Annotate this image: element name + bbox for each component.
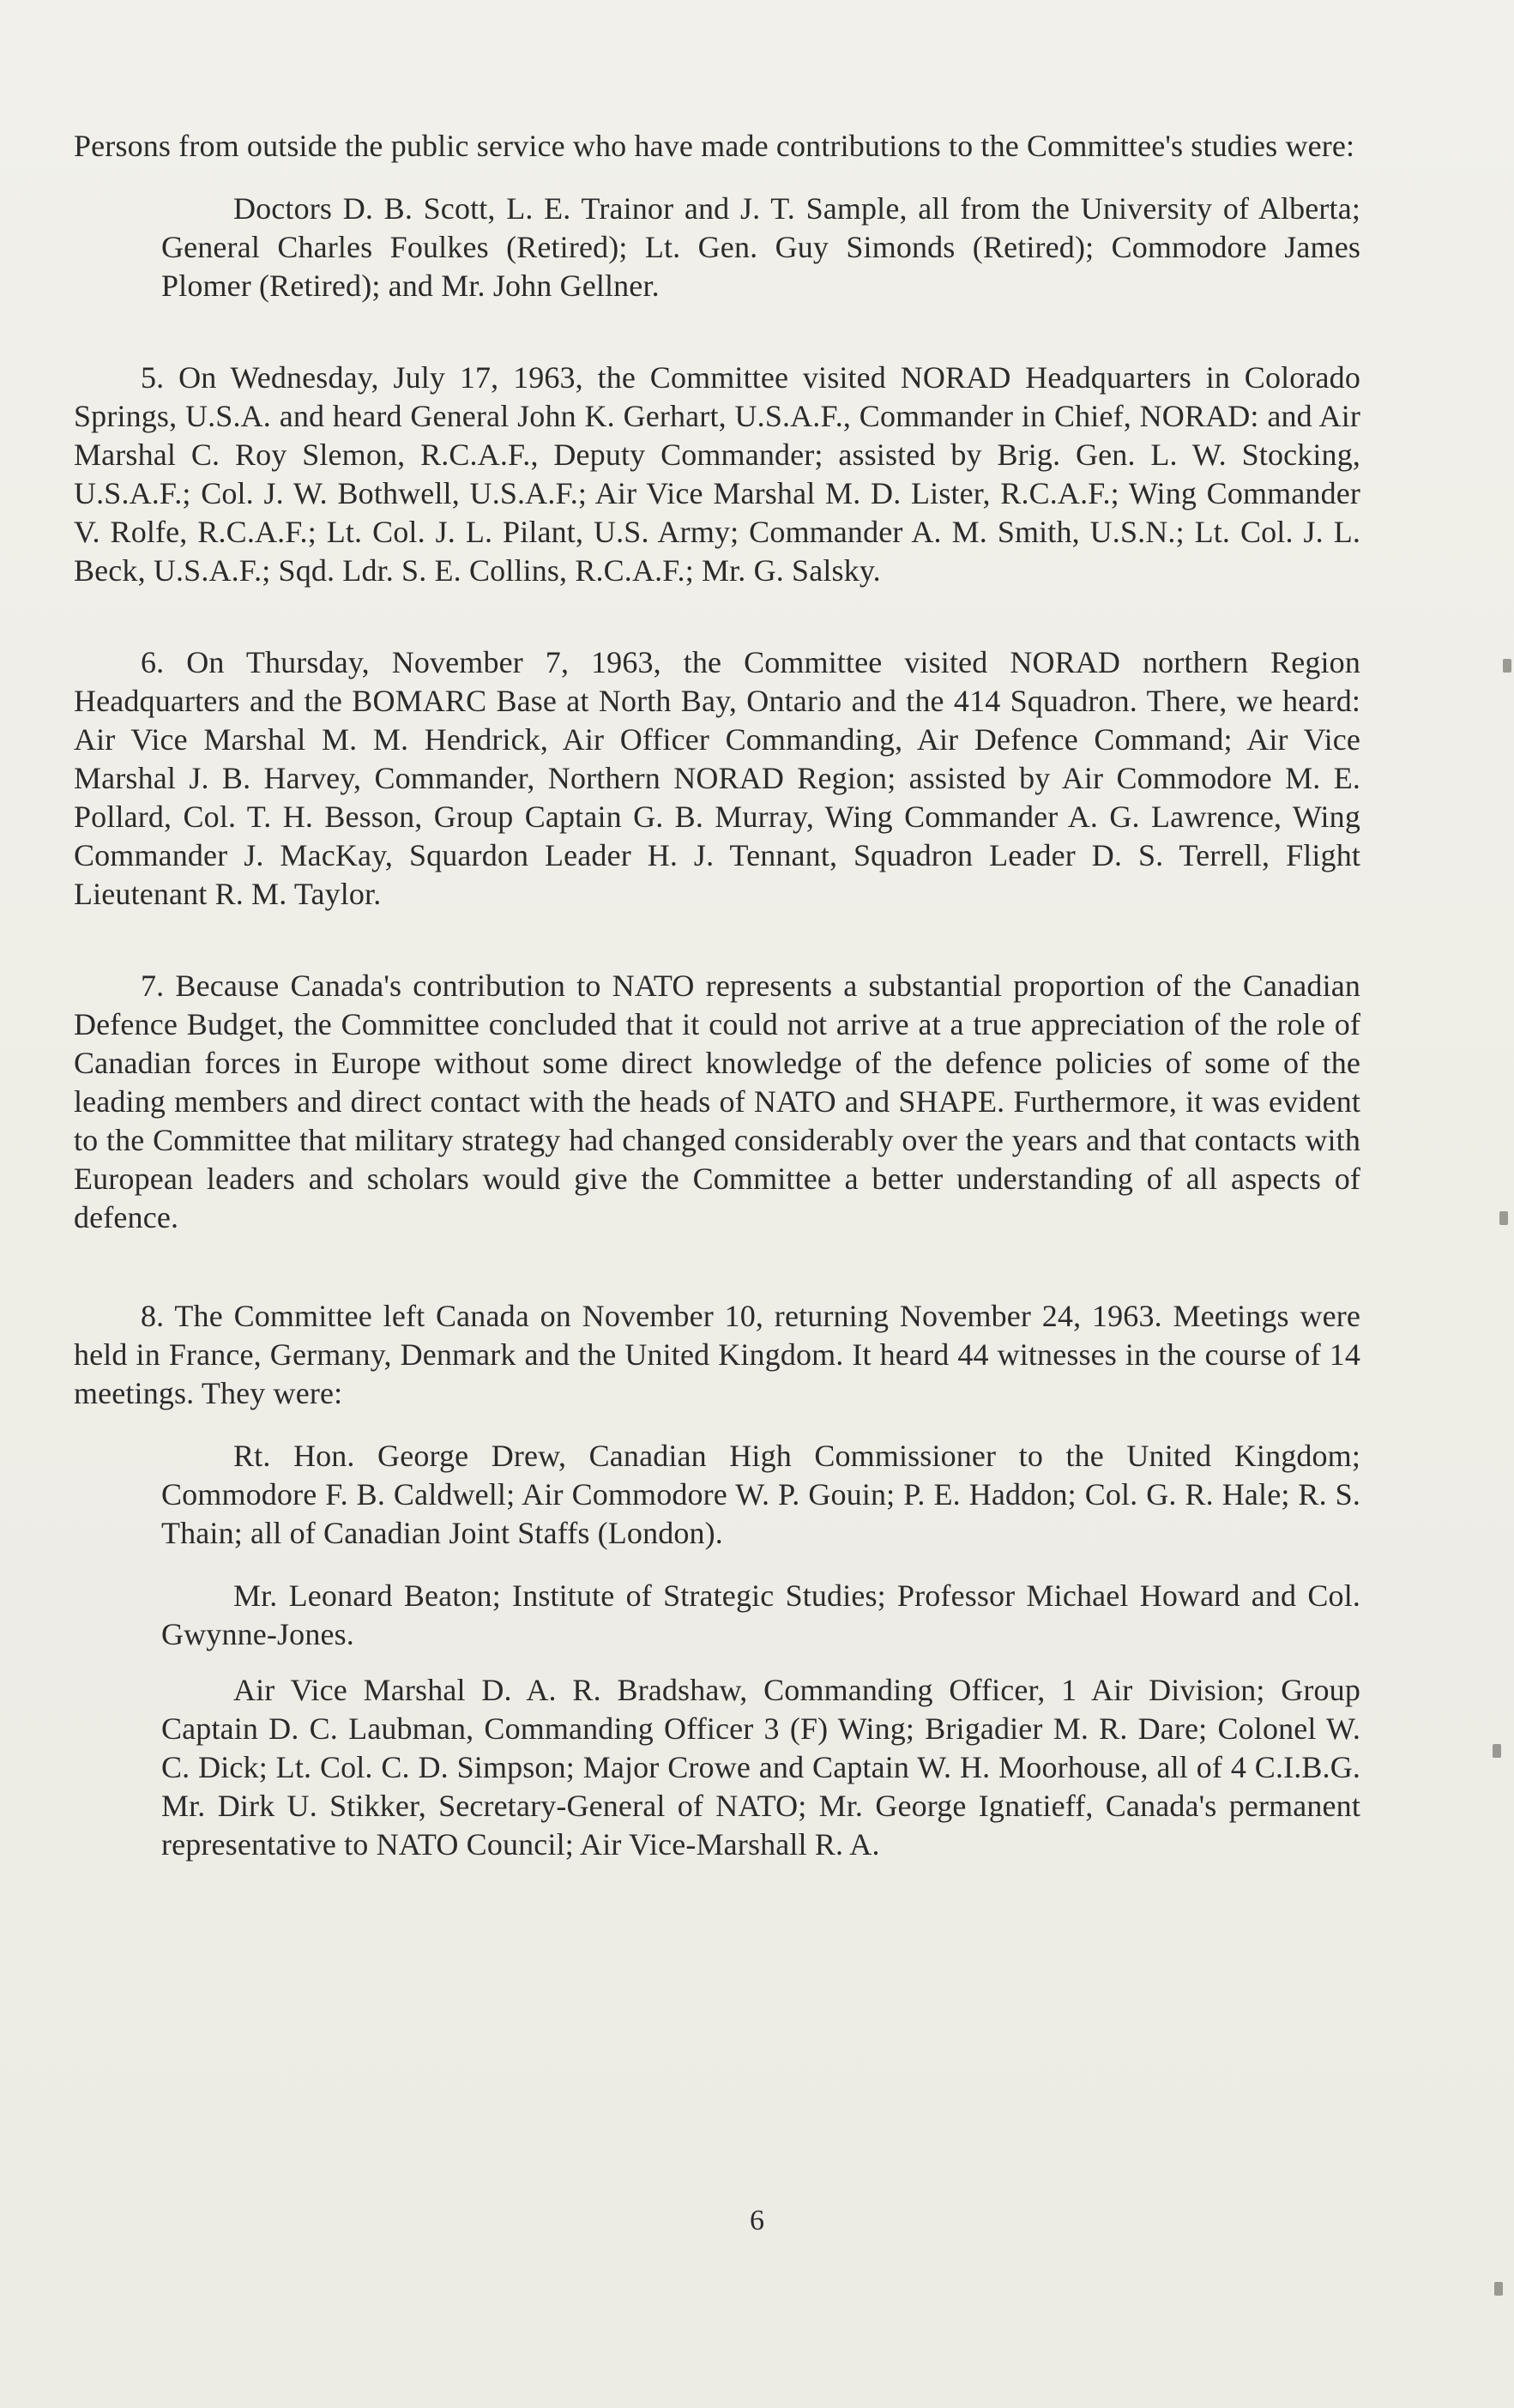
page-number: 6 [750, 2205, 764, 2236]
witness-group-strategic-studies: Mr. Leonard Beaton; Institute of Strategic Studies; Professor Michael Howard and Col. Gwynne-Jones. [161, 1578, 1360, 1651]
witness-group-london: Rt. Hon. George Drew, Canadian High Commissioner to the United Kingdom; Commodore F. B. Caldwell; Air Commodore W. P. Gouin; P. E. Haddon; Col. G. R. Hale; R. S. Thain; all of Canadian Joint Staffs (London). [161, 1439, 1360, 1550]
witness-group-air-division: Air Vice Marshal D. A. R. Bradshaw, Commanding Officer, 1 Air Division; Group Captain D. C. Laubman, Commanding Officer 3 (F) Wing; Brigadier M. R. Dare; Colonel W. C. Dick; Lt. Col. C. D. Simpson; Major Crowe and Captain W. H. Moorhouse, all of 4 C.I.B.G. Mr. Dirk U. Stikker, Secretary-General of NATO; Mr. George Ignatieff, Canada's permanent representative to NATO Council; Air Vice-Marshall R. A. [161, 1673, 1360, 1862]
text-column [74, 127, 1360, 1864]
margin-mark-right-2 [1499, 1211, 1508, 1225]
paragraph-5: 5. On Wednesday, July 17, 1963, the Committee visited NORAD Headquarters in Colorado Springs, U.S.A. and heard General John K. Gerhart, U.S.A.F., Commander in Chief, NORAD: and Air Marshal C. Roy Slemon, R.C.A.F., Deputy Commander; assisted by Brig. Gen. L. W. Stocking, U.S.A.F.; Col. J. W. Bothwell, U.S.A.F.; Air Vice Marshal M. D. Lister, R.C.A.F.; Wing Commander V. Rolfe, R.C.A.F.; Lt. Col. J. L. Pilant, U.S. Army; Commander A. M. Smith, U.S.N.; Lt. Col. J. L. Beck, U.S.A.F.; Sqd. Ldr. S. E. Collins, R.C.A.F.; Mr. G. Salsky. [74, 360, 1360, 588]
paragraph-7: 7. Because Canada's contribution to NATO represents a substantial proportion of the Canadian Defence Budget, the Committee concluded that it could not arrive at a true appreciation of the role of Canadian forces in Europe without some direct knowledge of the defence policies of some of the leading members and direct contact with the heads of NATO and SHAPE. Furthermore, it was evident to the Committee that military strategy had changed considerably over the years and that contacts with European leaders and scholars would give the Committee a better understanding of all aspects of defence. [74, 969, 1360, 1234]
paragraph-8: 8. The Committee left Canada on November 10, returning November 24, 1963. Meetings were held in France, Germany, Denmark and the United Kingdom. It heard 44 witnesses in the course of 14 meetings. They were: [74, 1299, 1360, 1410]
margin-mark-right-1 [1503, 659, 1511, 673]
margin-mark-right-3 [1493, 1744, 1501, 1758]
margin-mark-right-4 [1494, 2282, 1503, 2296]
intro-heading: Persons from outside the public service who have made contributions to the Committee's studies were: [74, 129, 1355, 163]
intro-entry: Doctors D. B. Scott, L. E. Trainor and J. T. Sample, all from the University of Alberta; General Charles Foulkes (Retired); Lt. Gen. Guy Simonds (Retired); Commodore James Plomer (Retired); and Mr. John Gellner. [161, 191, 1360, 303]
paragraph-6: 6. On Thursday, November 7, 1963, the Committee visited NORAD northern Region Headquarters and the BOMARC Base at North Bay, Ontario and the 414 Squadron. There, we heard: Air Vice Marshal M. M. Hendrick, Air Officer Commanding, Air Defence Command; Air Vice Marshal J. B. Harvey, Commander, Northern NORAD Region; assisted by Air Commodore M. E. Pollard, Col. T. H. Besson, Group Captain G. B. Murray, Wing Commander A. G. Lawrence, Wing Commander J. MacKay, Squardon Leader H. J. Tennant, Squadron Leader D. S. Terrell, Flight Lieutenant R. M. Taylor. [74, 645, 1360, 911]
